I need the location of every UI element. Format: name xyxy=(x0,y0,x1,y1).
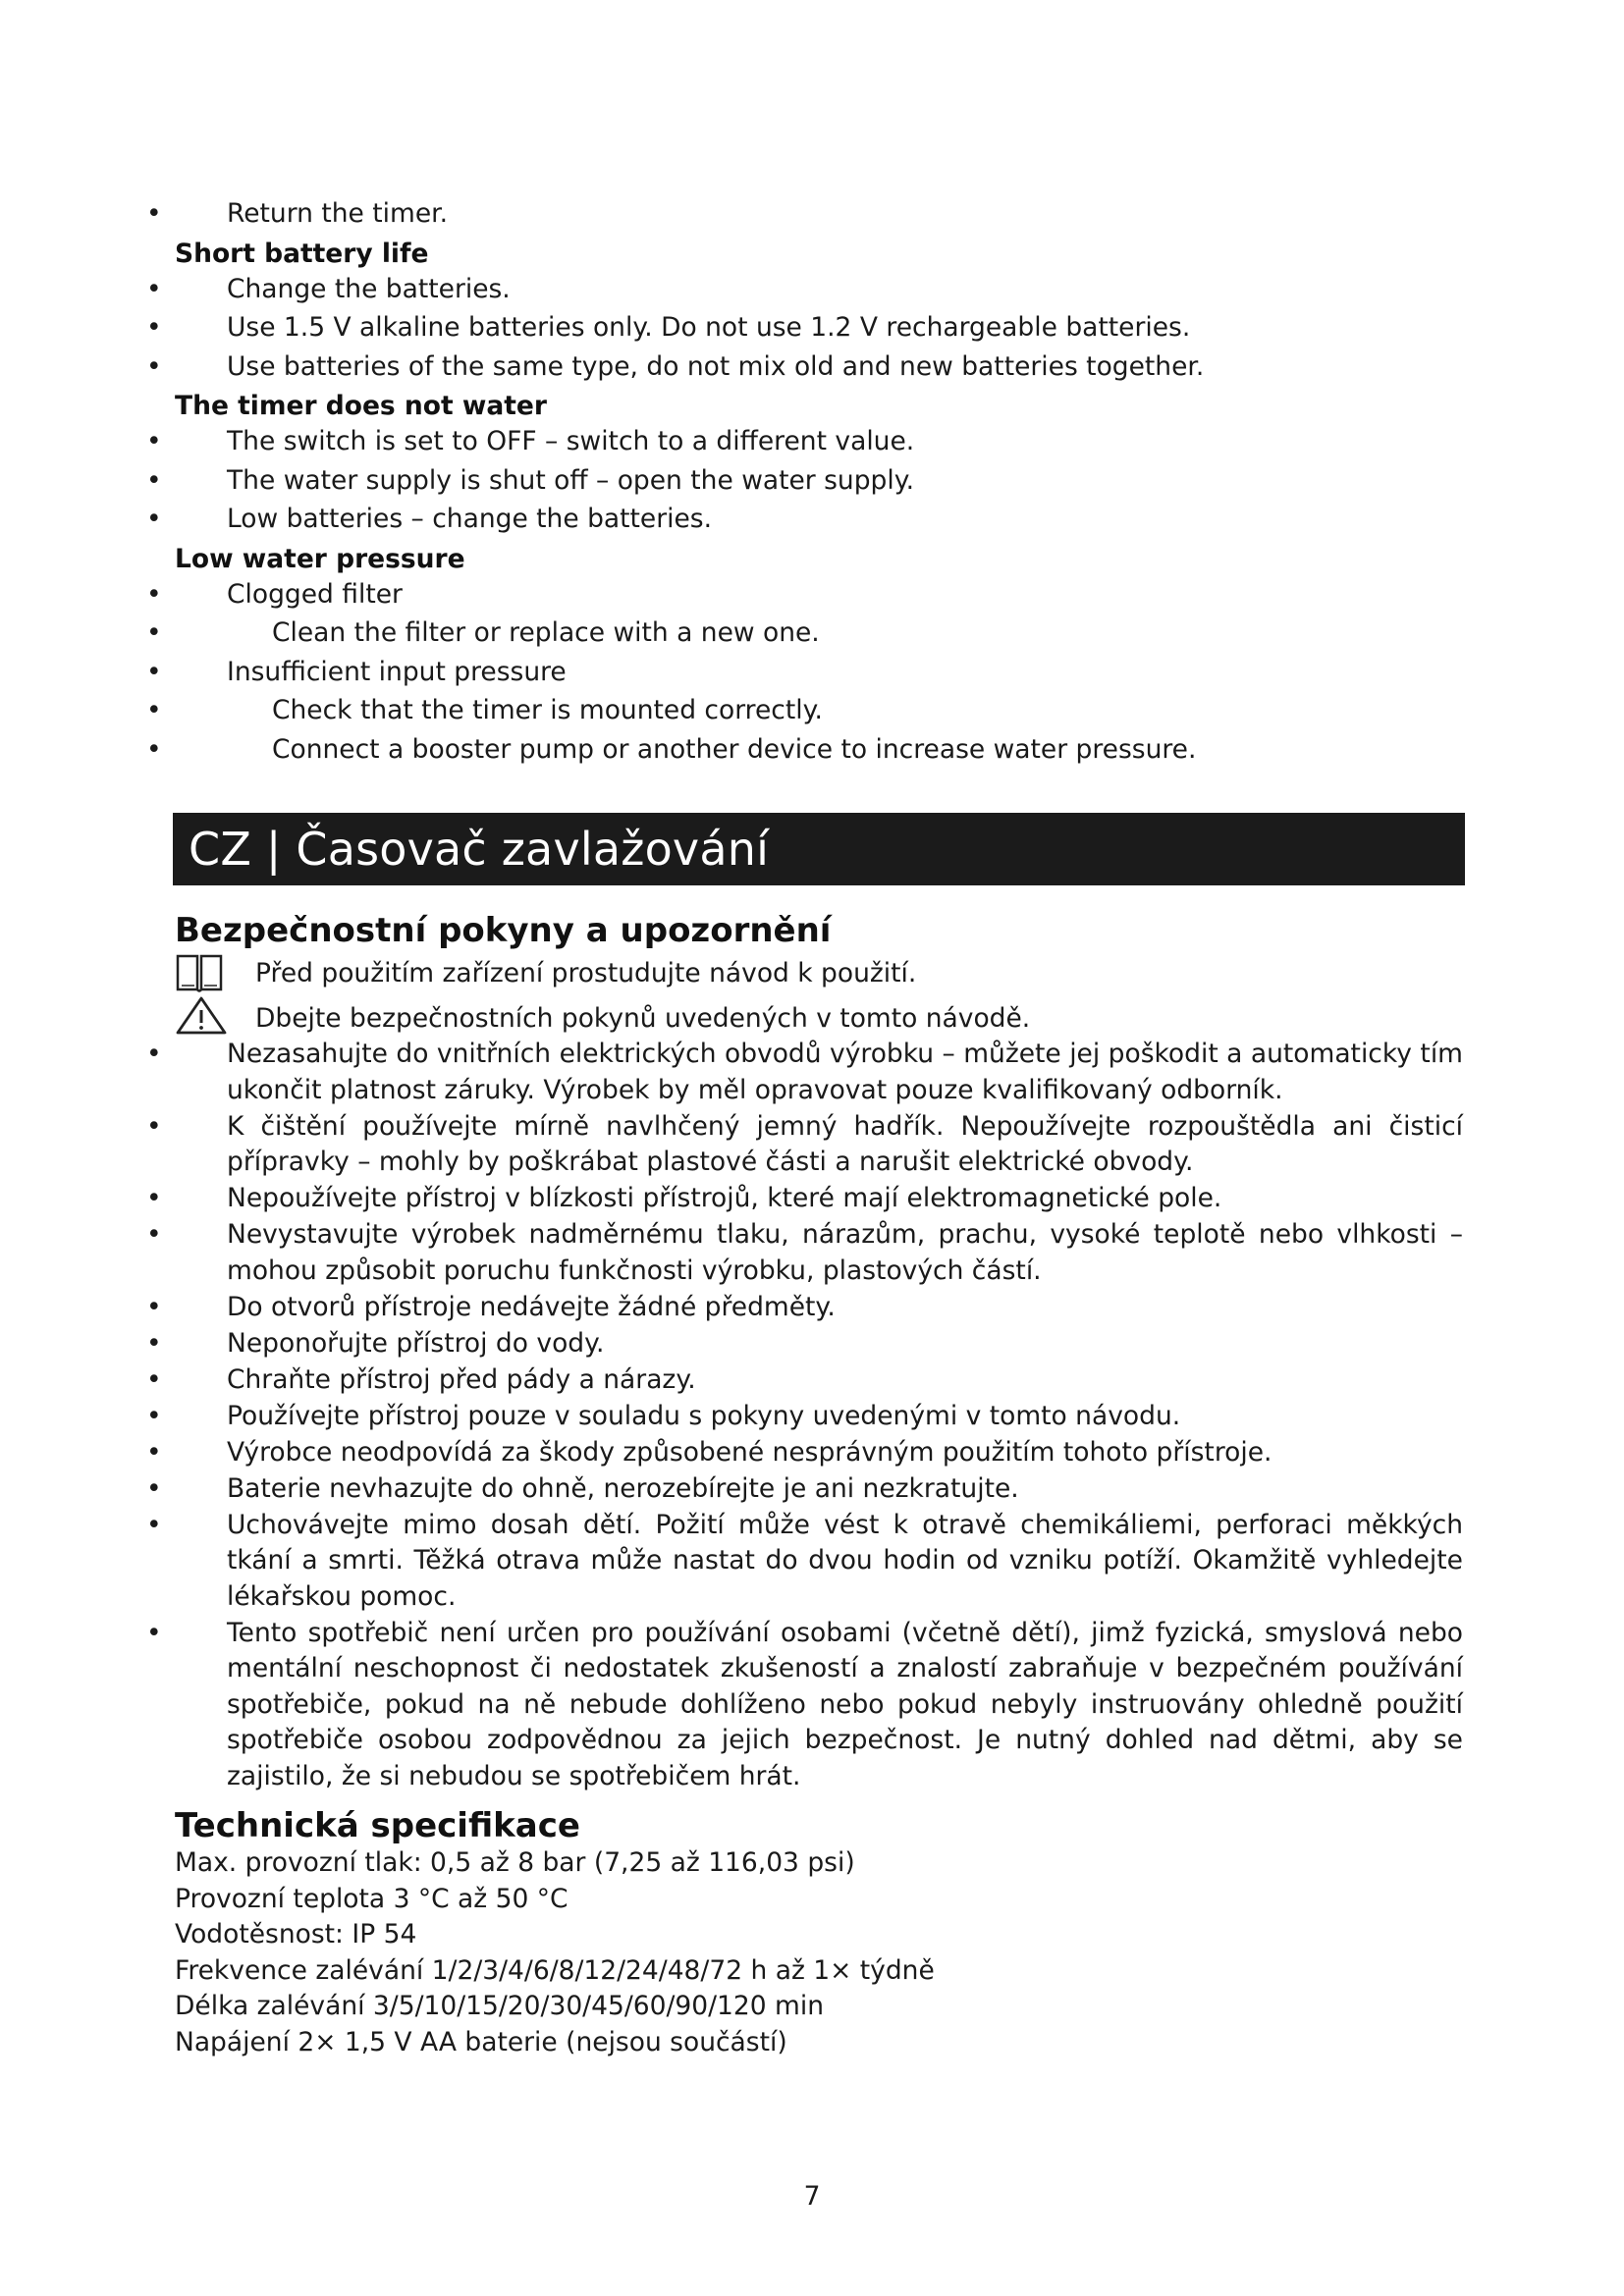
top-list xyxy=(175,196,1463,233)
list-item: • The water supply is shut off – open the water supply. xyxy=(175,463,1463,500)
list-item: • Tento spotřebič není určen pro používání osobami (včetně dětí), jimž fyzická, smyslová nebo mentální neschopnost či nedostatek zkušeností a znalostí zabraňuje v bezpečném používání spotřebiče, pokud na ně nebude dohlíženo nebo pokud nebyly instruovány ohledně použití spotřebiče osobou zodpovědnou za jejich bezpečnost. Je nutný dohled nad dětmi, aby se zajistilo, že si nebudou se spotřebičem hrát. xyxy=(175,1616,1463,1795)
warning-note-text: Dbejte bezpečnostních pokynů uvedených v tomto návodě. xyxy=(255,1002,1031,1034)
list-item: • Check that the timer is mounted correctly. xyxy=(175,693,1463,729)
spec-line: Napájení 2× 1,5 V AA baterie (nejsou součástí) xyxy=(175,2026,787,2057)
list-item: • Nevystavujte výrobek nadměrnému tlaku, nárazům, prachu, vysoké teplotě nebo vlhkosti – mohou způsobit poruchu funkčnosti výrobku, plastových částí. xyxy=(175,1217,1463,1289)
list-item: • Use 1.5 V alkaline batteries only. Do not use 1.2 V rechargeable batteries. xyxy=(175,310,1463,347)
timer-not-water-list xyxy=(175,424,1463,538)
low-pressure-list xyxy=(175,577,1463,769)
list-item: • Baterie nevhazujte do ohně, nerozebírejte je ani nezkratujte. xyxy=(175,1471,1463,1508)
tech-spec-heading: Technická specifikace xyxy=(175,1806,580,1845)
troubleshooting-section xyxy=(175,196,1463,768)
spec-line: Max. provozní tlak: 0,5 až 8 bar (7,25 až 116,03 psi) xyxy=(175,1847,855,1878)
list-item: • Clogged filter xyxy=(175,577,1463,614)
section-banner: CZ | Časovač zavlažování xyxy=(173,813,1465,885)
list-item: • Neponořujte přístroj do vody. xyxy=(175,1326,1463,1362)
list-item: • Low batteries – change the batteries. xyxy=(175,502,1463,538)
list-item: • Insufficient input pressure xyxy=(175,655,1463,691)
list-item: • The switch is set to OFF – switch to a different value. xyxy=(175,424,1463,460)
safety-list xyxy=(175,1037,1463,1794)
list-item: • Use batteries of the same type, do not mix old and new batteries together. xyxy=(175,349,1463,386)
safety-heading: Bezpečnostní pokyny a upozornění xyxy=(175,911,832,950)
list-item: • K čištění používejte mírně navlhčený jemný hadřík. Nepoužívejte rozpouštědla ani čisticí přípravky – mohly by poškrábat plastové části a narušit elektrické obvody. xyxy=(175,1109,1463,1181)
warning-icon xyxy=(175,995,228,1035)
list-item: • Uchovávejte mimo dosah dětí. Požití může vést k otravě chemikáliemi, perforaci měkkých tkání a smrti. Těžká otrava může nastat do dvou hodin od vzniku potíží. Okamžitě vyhledejte lékařskou pomoc. xyxy=(175,1508,1463,1616)
list-item: • Connect a booster pump or another device to increase water pressure. xyxy=(175,732,1463,769)
spec-line: Frekvence zalévání 1/2/3/4/6/8/12/24/48/72 h až 1× týdně xyxy=(175,1954,935,1986)
manual-note-row xyxy=(175,956,1463,992)
list-item: • Používejte přístroj pouze v souladu s pokyny uvedenými v tomto návodu. xyxy=(175,1399,1463,1435)
tech-spec-lines xyxy=(175,1845,1463,2060)
book-icon xyxy=(175,950,224,993)
list-item: • Do otvorů přístroje nedávejte žádné předměty. xyxy=(175,1290,1463,1326)
heading-short-battery-life: Short battery life xyxy=(175,238,429,269)
list-item: • Clean the filter or replace with a new one. xyxy=(175,615,1463,652)
manual-note-text: Před použitím zařízení prostudujte návod k použití. xyxy=(255,958,917,988)
heading-low-water-pressure: Low water pressure xyxy=(175,543,465,574)
spec-line: Vodotěsnost: IP 54 xyxy=(175,1919,417,1949)
page-number: 7 xyxy=(803,2181,821,2212)
list-item: • Return the timer. xyxy=(175,196,1463,233)
heading-timer-not-water: The timer does not water xyxy=(175,391,547,421)
list-item: • Change the batteries. xyxy=(175,272,1463,308)
spec-line: Délka zalévání 3/5/10/15/20/30/45/60/90/120 min xyxy=(175,1991,825,2021)
list-item: • Chraňte přístroj před pády a nárazy. xyxy=(175,1362,1463,1399)
list-item: • Nezasahujte do vnitřních elektrických obvodů výrobku – můžete jej poškodit a automaticky tím ukončit platnost záruky. Výrobek by měl opravovat pouze kvalifikovaný odborník. xyxy=(175,1037,1463,1108)
list-item: • Výrobce neodpovídá za škody způsobené nesprávným použitím tohoto přístroje. xyxy=(175,1435,1463,1471)
spec-line: Provozní teplota 3 °C až 50 °C xyxy=(175,1883,568,1914)
list-item: • Nepoužívejte přístroj v blízkosti přístrojů, které mají elektromagnetické pole. xyxy=(175,1181,1463,1217)
page-content xyxy=(175,196,1463,2060)
warning-note-row xyxy=(175,1001,1463,1038)
short-battery-list xyxy=(175,272,1463,386)
